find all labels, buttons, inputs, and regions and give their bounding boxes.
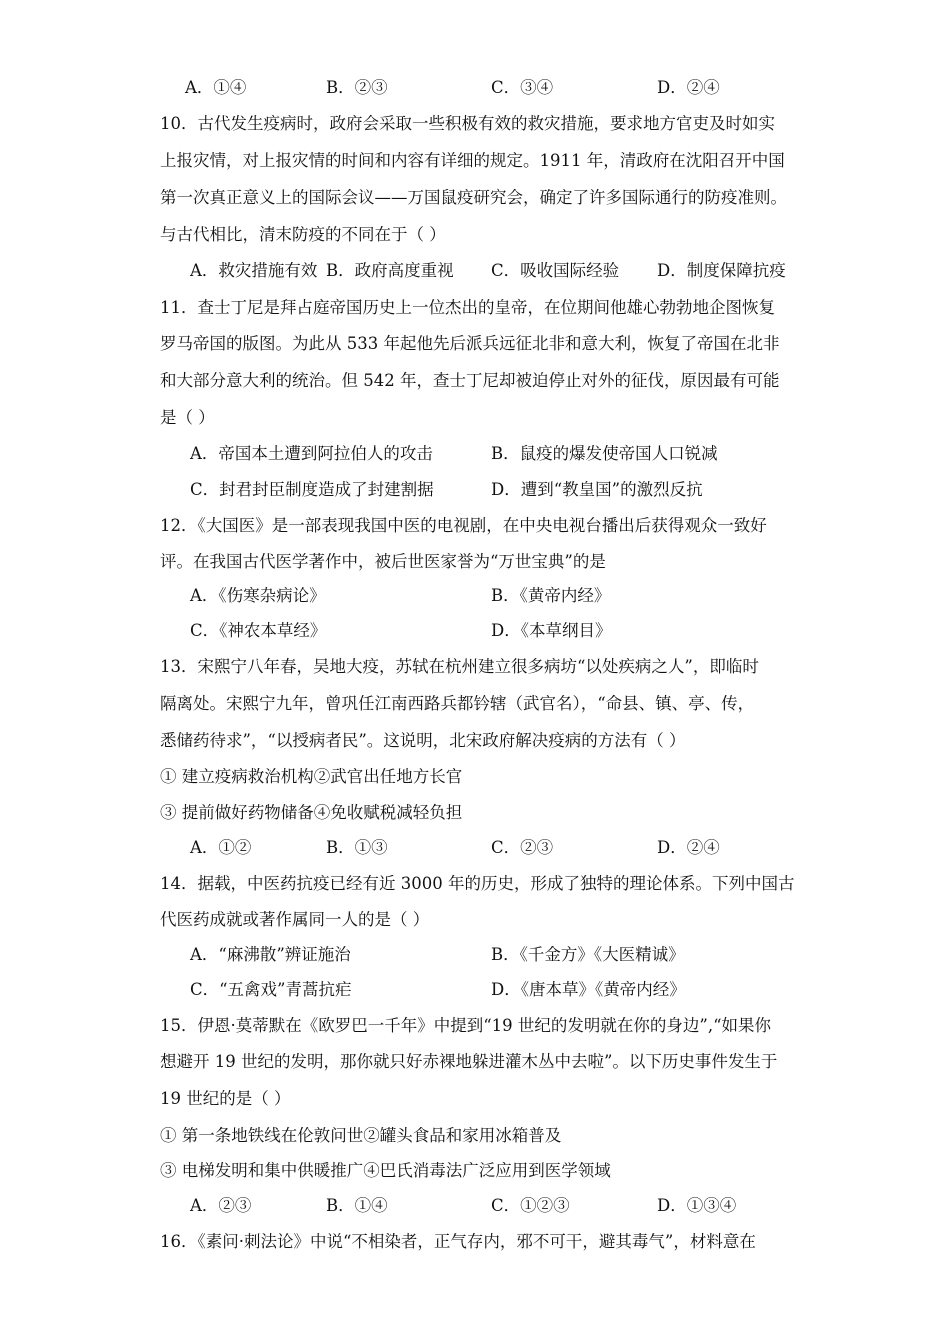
option-d: D．遭到“教皇国”的激烈反抗 — [491, 480, 703, 499]
statement-line: ① 第一条地铁线在伦敦问世②罐头食品和家用冰箱普及 — [160, 1126, 562, 1145]
question-text-line: 和大部分意大利的统治。但 542 年，查士丁尼却被迫停止对外的征伐，原因最有可能 — [160, 371, 780, 390]
option-b: B．鼠疫的爆发使帝国人口锐减 — [491, 444, 718, 463]
option-c: C．“五禽戏”青蒿抗疟 — [190, 980, 352, 999]
question-text-line: 是（ ） — [160, 408, 215, 427]
option-b: B．《千金方》《大医精诚》 — [491, 945, 685, 964]
question-text-line: 12．《大国医》是一部表现我国中医的电视剧，在中央电视台播出后获得观众一致好 — [160, 516, 767, 535]
option-d: D．制度保障抗疫 — [657, 261, 786, 280]
option-a: A．“麻沸散”辨证施治 — [190, 945, 351, 964]
option-c: C．封君封臣制度造成了封建割据 — [190, 480, 434, 499]
option-a: A．①④ — [185, 78, 247, 97]
question-text-line: 代医药成就或著作属同一人的是（ ） — [160, 910, 430, 929]
question-text-line: 14．据载，中医药抗疫已经有近 3000 年的历史，形成了独特的理论体系。下列中国古 — [160, 874, 795, 893]
option-b: B．①③ — [326, 838, 388, 857]
option-d: D．《本草纲目》 — [491, 621, 612, 640]
option-c: C．②③ — [491, 838, 554, 857]
option-b: B．政府高度重视 — [326, 261, 454, 280]
option-d: D．②④ — [657, 838, 720, 857]
option-a: A．救灾措施有效 — [190, 261, 318, 280]
option-c: C．《神农本草经》 — [190, 621, 327, 640]
statement-line: ① 建立疫病救治机构②武官出任地方长官 — [160, 767, 463, 786]
question-text-line: 评。在我国古代医学著作中，被后世医家誉为“万世宝典”的是 — [160, 552, 606, 571]
question-text-line: 13．宋熙宁八年春，吴地大疫，苏轼在杭州建立很多病坊“以处疾病之人”，即临时 — [160, 657, 759, 676]
option-a: A．②③ — [190, 1196, 252, 1215]
question-text-line: 15．伊恩·莫蒂默在《欧罗巴一千年》中提到“19 世纪的发明就在你的身边”,“如果你 — [160, 1016, 772, 1035]
statement-line: ③ 电梯发明和集中供暖推广④巴氏消毒法广泛应用到医学领域 — [160, 1161, 611, 1180]
question-text-line: 罗马帝国的版图。为此从 533 年起他先后派兵远征北非和意大利，恢复了帝国在北非 — [160, 334, 780, 353]
question-text-line: 10．古代发生疫病时，政府会采取一些积极有效的救灾措施，要求地方官吏及时如实 — [160, 114, 775, 133]
question-text-line: 19 世纪的是（ ） — [160, 1089, 291, 1108]
option-c: C．①②③ — [491, 1196, 570, 1215]
option-a: A．帝国本土遭到阿拉伯人的攻击 — [190, 444, 433, 463]
question-text-line: 第一次真正意义上的国际会议——万国鼠疫研究会，确定了许多国际通行的防疫准则。 — [160, 188, 787, 207]
question-text-line: 上报灾情，对上报灾情的时间和内容有详细的规定。1911 年，清政府在沈阳召开中国 — [160, 151, 785, 170]
option-b: B．②③ — [326, 78, 388, 97]
option-d: D．《唐本草》《黄帝内经》 — [491, 980, 686, 999]
option-a: A．①② — [190, 838, 252, 857]
question-text-line: 悉储药待求”，“以授病者民”。这说明，北宋政府解决疫病的方法有（ ） — [160, 731, 686, 750]
option-b: B．《黄帝内经》 — [491, 586, 611, 605]
question-text-line: 想避开 19 世纪的发明，那你就只好赤裸地躲进灌木丛中去啦”。以下历史事件发生于 — [160, 1052, 778, 1071]
option-c: C．吸收国际经验 — [491, 261, 620, 280]
option-b: B．①④ — [326, 1196, 388, 1215]
option-a: A．《伤寒杂病论》 — [190, 586, 326, 605]
option-c: C．③④ — [491, 78, 554, 97]
option-d: D．①③④ — [657, 1196, 737, 1215]
question-text-line: 隔离处。宋熙宁九年，曾巩任江南西路兵都钤辖（武官名），“命县、镇、亭、传， — [160, 694, 755, 713]
statement-line: ③ 提前做好药物储备④免收赋税减轻负担 — [160, 803, 463, 822]
question-text-line: 16．《素问·刺法论》中说“不相染者，正气存内，邪不可干，避其毒气”，材料意在 — [160, 1232, 756, 1251]
question-text-line: 11．查士丁尼是拜占庭帝国历史上一位杰出的皇帝，在位期间他雄心勃勃地企图恢复 — [160, 298, 775, 317]
option-d: D．②④ — [657, 78, 720, 97]
question-text-line: 与古代相比，清末防疫的不同在于（ ） — [160, 225, 446, 244]
